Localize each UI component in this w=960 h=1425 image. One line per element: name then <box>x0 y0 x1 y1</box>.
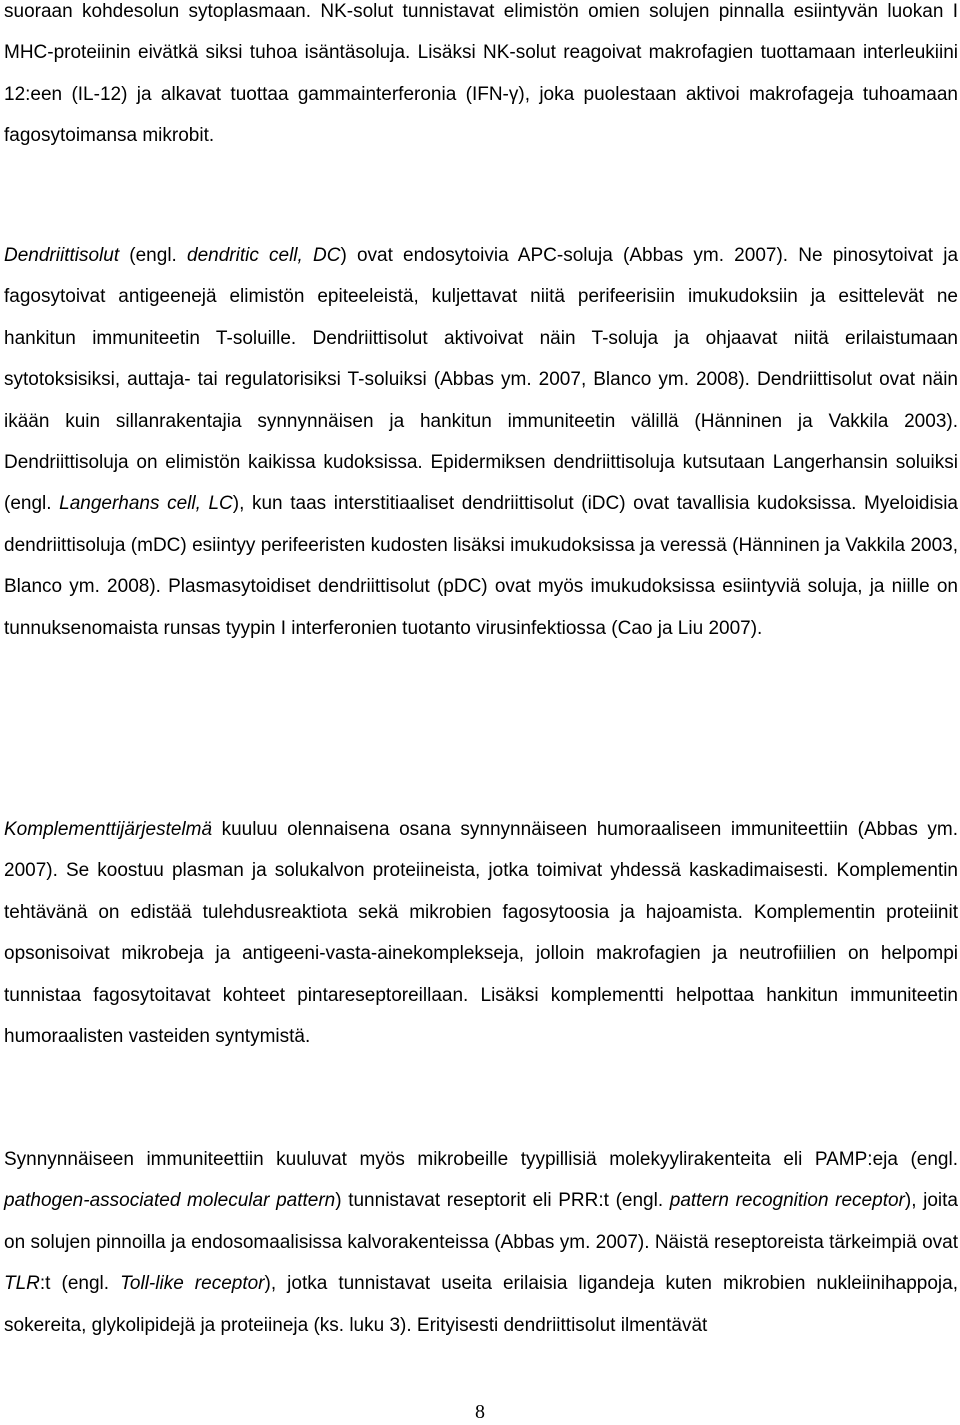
italic-term: TLR <box>4 1273 40 1295</box>
paragraph-pattern-recognition <box>4 1139 958 1346</box>
italic-term: pathogen-associated molecular pattern <box>4 1190 336 1212</box>
italic-term: dendritic cell, DC <box>187 245 341 266</box>
text-run: ) tunnistavat reseptorit eli PRR:t (engl. <box>335 1190 670 1212</box>
page-number: 8 <box>475 1401 485 1423</box>
text-run: ), joita on solujen pinnoilla ja endosomaalisissa kalvorakenteissa (Abbas ym. 2007). Näistä reseptoreista tärkeimpiä ovat <box>4 1190 958 1253</box>
text-run: ), jotka tunnistavat useita erilaisia ligandeja kuten mikrobien nukleiinihappoja, sokereita, glykolipidejä ja proteiineja (ks. luku 3). Erityisesti dendriittisolut ilmentävät <box>4 1273 958 1336</box>
italic-term: pattern recognition receptor <box>669 1190 905 1212</box>
italic-term: Dendriittisolut <box>4 245 120 266</box>
paragraph-complement-system <box>4 809 958 1057</box>
text-run: suoraan kohdesolun sytoplasmaan. NK-solut tunnistavat elimistön omien solujen pinnalla esiintyvän luokan I MHC-proteiinin eivätkä siksi tuhoa isäntäsoluja. Lisäksi NK-solut reagoivat makrofagien tuottamaan interleukiini 12:een (IL-12) ja alkavat tuottaa gammainterferonia (IFN-γ), joka puolestaan aktivoi makrofageja tuhoamaan fagosytoimansa mikrobit. <box>4 1 958 147</box>
text-run: ), kun taas interstitiaaliset dendriittisolut (iDC) ovat tavallisia kudoksissa. Myeloidisia dendriittisoluja (mDC) esiintyy perifeeristen kudosten lisäksi imukudoksissa ja veressä (Hänninen ja Vakkila 2003, Blanco ym. 2008). Plasmasytoidiset dendriittisolut (pDC) ovat myös imukudoksissa esiintyviä soluja, ja niille on tunnuksenomaista runsas tyypin I interferonien tuotanto virusinfektiossa (Cao ja Liu 2007). <box>4 493 958 639</box>
italic-term: Langerhans cell, LC <box>59 493 233 515</box>
paragraph-nk-cells <box>4 0 958 157</box>
italic-term: Toll-like receptor <box>120 1273 265 1295</box>
text-run: ) ovat endosytoivia APC-soluja (Abbas ym. 2007). Ne pinosytoivat ja fagosytoivat antigeenejä elimistön epiteeleistä, kuljettavat niitä perifeerisiin imukudoksiin ja esittelevät ne hankitun immuniteetin T-soluille. Dendriittisolut aktivoivat näin T-soluja ja ohjaavat niitä erilaistumaan sytotoksisiksi, auttaja- tai regulatorisiksi T-soluiksi (Abbas ym. 2007, Blanco ym. 2008). Dendriittisolut ovat näin ikään kuin sillanrakentajia synnynnäisen ja hankitun immuniteetin välillä (Hänninen ja Vakkila 2003). Dendriittisoluja on elimistön kaikissa kudoksissa. Epidermiksen dendriittisoluja kutsutaan Langerhansin soluiksi (engl. <box>4 245 959 515</box>
text-run: kuuluu olennaisena osana synnynnäiseen humoraaliseen immuniteettiin (Abbas ym. 2007). Se koostuu plasman ja solukalvon proteiineista, jotka toimivat yhdessä kaskadimaisesti. Komplementin tehtävänä on edistää tulehdusreaktiota sekä mikrobien fagosytoosia ja hajoamista. Komplementin proteiinit opsonisoivat mikrobeja ja antigeeni-vasta-ainekomplekseja, jolloin makrofagien ja neutrofiilien on helpompi tunnistaa fagosytoitavat kohteet pintareseptoreillaan. Lisäksi komplementti helpottaa hankitun immuniteetin humoraalisten vasteiden syntymistä. <box>4 819 958 1048</box>
text-run: (engl. <box>119 245 188 266</box>
text-run: Synnynnäiseen immuniteettiin kuuluvat myös mikrobeille tyypillisiä molekyylirakenteita eli PAMP:eja (engl. <box>4 1149 958 1170</box>
italic-term: Komplementtijärjestelmä <box>4 819 213 840</box>
paragraph-dendritic-cells <box>4 235 958 649</box>
text-run: :t (engl. <box>39 1273 121 1295</box>
